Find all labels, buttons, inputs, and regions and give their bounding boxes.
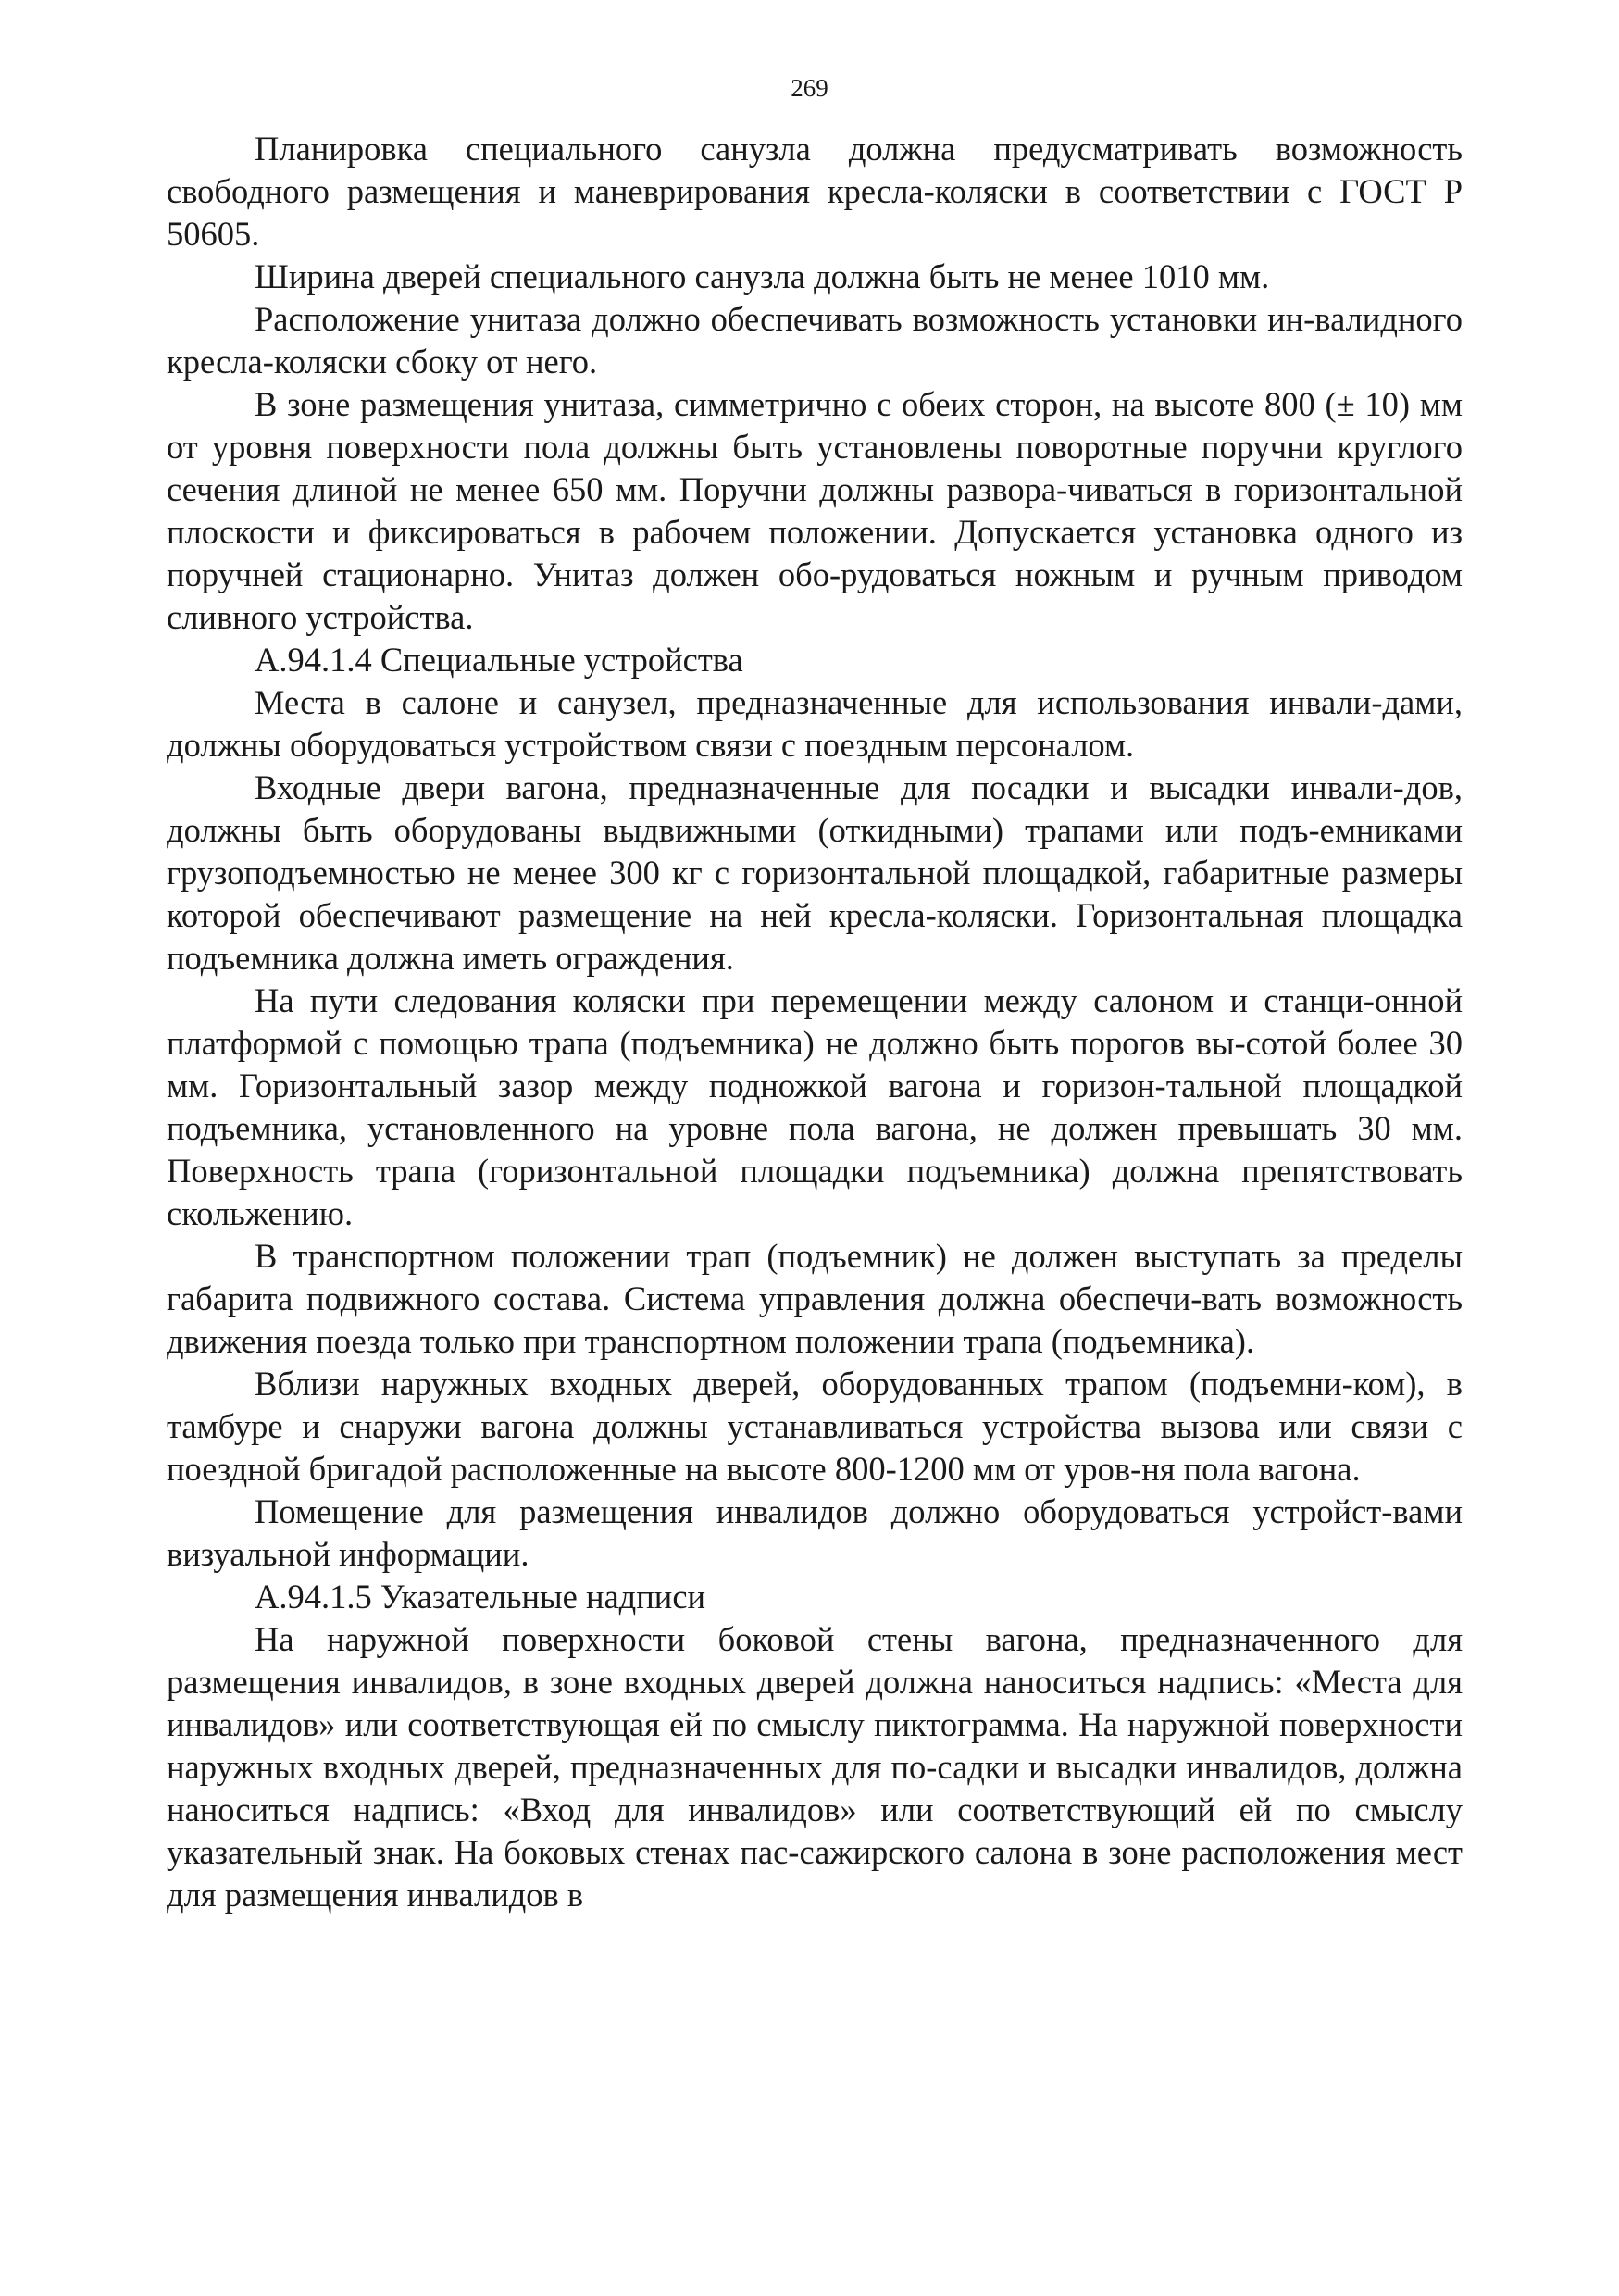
- paragraph-door-width: Ширина дверей специального санузла должна быть не менее 1010 мм.: [255, 257, 1270, 295]
- section-heading-special-devices: А.94.1.4 Специальные устройства: [255, 641, 743, 679]
- paragraph-transport-position: В транспортном положении трап (подъемник) не должен выступать за пределы габарита подвижного состава. Система управления должна обеспечи-вать возможность движения поезда только при транспортном положении трапа (подъемника).: [167, 1237, 1463, 1360]
- paragraph-handrails: В зоне размещения унитаза, симметрично с обеих сторон, на высоте 800 (± 10) мм от уровня поверхности пола должны быть установлены поворотные поручни круглого сечения длиной не менее 650 мм. Поручни должны развора-чиваться в горизонтальной плоскости и фиксироваться в рабочем положении. Допускается установка одного из поручней стационарно. Унитаз должен обо-рудоваться ножным и ручным приводом сливного устройства.: [167, 385, 1463, 636]
- document-body: [167, 128, 1463, 1916]
- paragraph-communication: Места в салоне и санузел, предназначенные для использования инвали-дами, должны оборудоваться устройством связи с поездным персоналом.: [167, 683, 1463, 764]
- paragraph-signage: На наружной поверхности боковой стены вагона, предназначенного для размещения инвалидов, в зоне входных дверей должна наноситься надпись: «Места для инвалидов» или соответствующая ей по смыслу пиктограмма. На наружной поверхности наружных входных дверей, предназначенных для по-садки и высадки инвалидов, должна наноситься надпись: «Вход для инвалидов» или соответствующий ей по смыслу указательный знак. На боковых стенах пас-сажирского салона в зоне расположения мест для размещения инвалидов в: [167, 1620, 1463, 1914]
- paragraph-call-devices: Вблизи наружных входных дверей, оборудованных трапом (подъемни-ком), в тамбуре и снаружи вагона должны устанавливаться устройства вызова или связи с поездной бригадой расположенные на высоте 800-1200 мм от уров-ня пола вагона.: [167, 1365, 1463, 1488]
- paragraph-wheelchair-path: На пути следования коляски при перемещении между салоном и станци-онной платформой с помощью трапа (подъемника) не должно быть порогов вы-сотой более 30 мм. Горизонтальный зазор между подножкой вагона и горизон-тальной площадкой подъемника, установленного на уровне пола вагона, не должен превышать 30 мм. Поверхность трапа (горизонтальной площадки подъемника) должна препятствовать скольжению.: [167, 981, 1463, 1232]
- paragraph-toilet-layout: Планировка специального санузла должна предусматривать возможность свободного размещения и маневрирования кресла-коляски в соответствии с ГОСТ Р 50605.: [167, 130, 1463, 253]
- section-heading-signs: А.94.1.5 Указательные надписи: [255, 1578, 706, 1616]
- page-number: 269: [791, 74, 828, 102]
- paragraph-toilet-position: Расположение унитаза должно обеспечивать возможность установки ин-валидного кресла-коляски сбоку от него.: [167, 300, 1463, 381]
- paragraph-entry-doors: Входные двери вагона, предназначенные для посадки и высадки инвали-дов, должны быть оборудованы выдвижными (откидными) трапами или подъ-емниками грузоподъемностью не менее 300 кг с горизонтальной площадкой, габаритные размеры которой обеспечивают размещение на ней кресла-коляски. Горизонтальная площадка подъемника должна иметь ограждения.: [167, 768, 1463, 977]
- paragraph-visual-info: Помещение для размещения инвалидов должно оборудоваться устройст-вами визуальной информации.: [167, 1492, 1463, 1573]
